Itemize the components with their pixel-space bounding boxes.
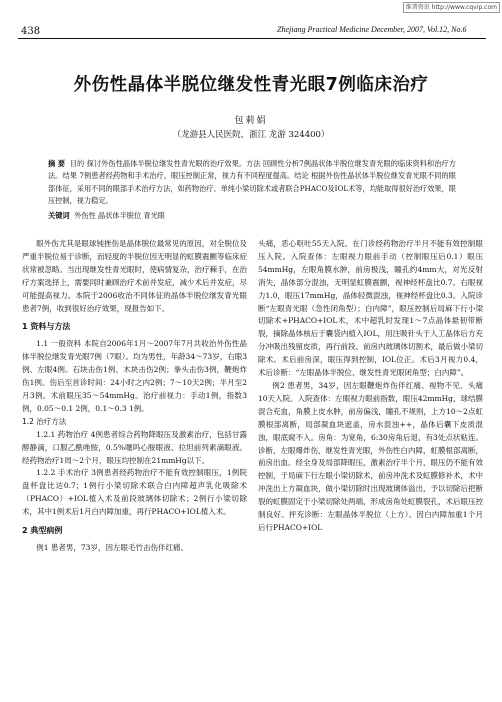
right-column bbox=[258, 238, 483, 535]
abstract-label: 摘 要 bbox=[48, 159, 66, 168]
header-rule bbox=[18, 38, 486, 39]
keywords-text: 外伤性 晶状体半脱位 青光眼 bbox=[74, 211, 165, 220]
journal-header: Zhejiang Practical Medicine December, 2007, Vol.12, No.6 bbox=[277, 25, 467, 34]
paragraph: 眼外伤尤其是眼球钝挫伤是晶体脱位最常见的原因，对全脱位及严重半脱位易于诊断，而轻度的半脱位因无明显的虹膜震颤等临床症状常被忽略。当出现继发性青光眼时，使病情复杂，治疗棘手，在治疗方案选择上，需要同时兼顾治疗术前并发症，减少术后并发症，尽可能提高视力。本院于2006收治不同体征的晶体半脱位继发青光眼患者7例，收到很好治疗效果，现报告如下。 bbox=[22, 239, 247, 313]
section-heading: 2 典型病例 bbox=[22, 526, 63, 536]
section-heading: 1 资料与方法 bbox=[22, 322, 71, 332]
author: 包莉娟 bbox=[234, 116, 268, 126]
paragraph: 例1 患者男，73岁，因左眼毛竹击伤伴红痛、 bbox=[36, 542, 188, 552]
keywords bbox=[48, 211, 456, 221]
keywords-label: 关键词 bbox=[48, 211, 70, 220]
subsection-heading: 1.2 治疗方法 bbox=[22, 416, 67, 426]
abstract-text: 目的 探讨外伤性晶体半脱位继发性青光眼的治疗效果。方法 回顾性分析7例晶状体半脱位继发青光眼的临床资料和治疗方法。结果 7例患者经药物和手术治疗，眼压控制正常，视力有不同程度提高。结论 根据外伤性晶状体半脱位继发青光眼不同的眼部体征，采用不同的眼部手术治疗方法，如药物治疗、单纯小梁切除术或者联合PHACO及IOL术等，均能取得很好治疗效果，眼压控制，视力稳定。 bbox=[48, 159, 456, 206]
paragraph: 1.2.2 手术治疗 3例患者经药物治疗不能有效控制眼压，1例院盘杯盘比达0.7；1例行小梁切除术联合白内障超声乳化吸除术（PHACO）+IOL植入术及前段玻璃体切除术；2例行小梁切除术，其中1例术后1月白内障加重，再行PHACO+IOL植入术。 bbox=[22, 468, 247, 517]
page-number: 438 bbox=[21, 26, 41, 37]
affiliation: （龙游县人民医院，浙江 龙游 324400） bbox=[172, 130, 330, 140]
paragraph: 1.1 一般资料 本院自2006年1月～2007年7月共收治外伤性晶体半脱位继发青光眼7例（7眼）。均为男性，年龄34～73岁，右眼3例、左眼4例。石块击伤1例、木块击伤2例；拳头击伤3例，鞭炮炸伤1例。伤后至首诊时间：24小时之内2例；7～10天2例；半月至2月3例。术前眼压35～54mmHg。治疗前视力：手动1例，指数3例，0.05～0.1 2例，0.1～0.3 1例。 bbox=[22, 339, 247, 413]
paragraph: 1.2.1 药物治疗 4例患者综合药物降眼压及激素治疗，包括甘露醇静滴，口服乙酰唑胺，0.5%噻吗心胺眼液、拉坦前列素滴眼液。经药物治疗1周～2个月，眼压均控制在21mmHg以下。 bbox=[22, 429, 247, 465]
article-title: 外伤性晶体半脱位继发性青光眼7例临床治疗 bbox=[73, 75, 429, 95]
paragraph: 头痛，恶心呕吐55天入院。在门诊经药物治疗半月不能有效控制眼压入院。入院查体：左眼视力眼前手动（控制眼压后0.1）眼压54mmHg，左眼角膜水肿，前房极浅，瞳孔约4mm大，对光反射消失，晶体部分混浊，无明显虹膜震颤，视神经杯盘比0.7。右眼视力1.0，眼压17mmHg，晶体轻微混浊，视神经杯盘比0.3。入院诊断“左眼青光眼（急性闭角型）；白内障”，眼压控制后局麻下行小梁切除术+PHACO+IOL术，术中超乳时发现1～7点晶体悬韧带断裂，摘除晶体核后于囊袋内植入IOL，用注吸针头于人工晶体后方充分冲吸出残留皮质，再行前段、前房内玻璃体切割术，最后做小梁切除术。术后前房深，眼压得到控制，IOL位正。术后3月视力0.4，术后诊断：“左眼晶体半脱位、继发性青光眼闭角型；白内障”。 bbox=[258, 239, 483, 378]
abstract bbox=[48, 158, 456, 208]
left-column bbox=[22, 238, 247, 555]
paragraph: 例2 患者男，34岁，因左眼鞭炮炸伤伴红痛、视物不见、头痛10天入院。入院查体：左眼视力眼前指数，眼压42mmHg，球结膜混合充血，角膜上皮水肿，前房偏浅，瞳孔不规则，上方10～2点虹膜根部离断，局部凝血块遮盖，房水混浊++，晶体后囊下皮质混浊，眼底窥不入。房角：为宽角，6:30房角后退，有3处点状粘连。诊断，左眼爆炸伤，继发性青光眼，外伤性白内障，虹膜根部离断，前房出血。经全身及局部降眼压，激素治疗半个月，眼压仍不能有效控制，于局麻下行左眼小梁切除术，前房冲洗术及虹膜修补术，术中冲洗出上方凝血块，做小梁切除时出现玻璃体溢出，予以切除后把断裂的虹膜固定于小梁切除处两端，形成房角处虹膜裂孔，术后眼压控制良好。抨充诊断：左眼晶体半脱位（上方）。因白内障加重1个月后行PHACO+IOL bbox=[258, 380, 483, 532]
watermark: 维普资讯 http://www.cqvip.com bbox=[403, 2, 500, 13]
